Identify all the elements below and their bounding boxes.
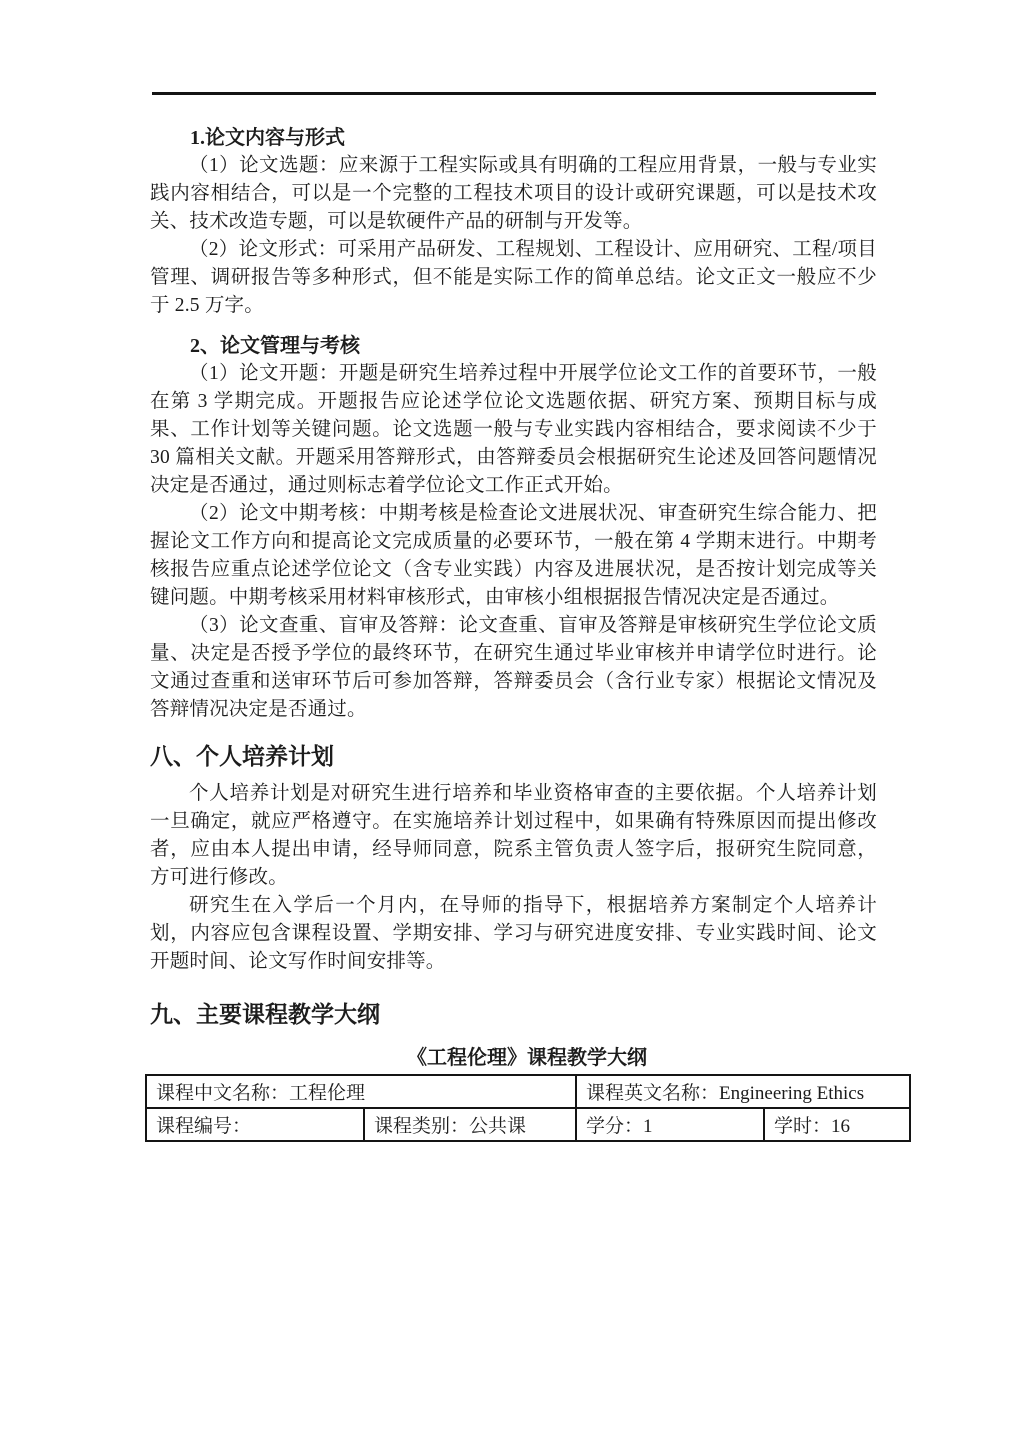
course-en-name-cell: 课程英文名称：Engineering Ethics — [576, 1075, 910, 1108]
course-category-cell: 课程类别：公共课 — [364, 1108, 576, 1141]
paragraph-midterm-assessment: （2）论文中期考核：中期考核是检查论文进展状况、审查研究生综合能力、把握论文工作方向和提高论文完成质量的必要环节，一般在第 4 学期末进行。中期考核报告应重点论述学位论文（含专业实践）内容及进展状况，是否按计划完成等关键问题。中期考核采用材料审核形式，由审核小组根据报告情况决定是否通过。 — [150, 503, 877, 608]
paragraph-thesis-form: （2）论文形式：可采用产品研发、工程规划、工程设计、应用研究、工程/项目管理、调研报告等多种形式，但不能是实际工作的简单总结。论文正文一般应不少于 2.5 万字。 — [150, 239, 877, 316]
header-rule — [152, 92, 876, 95]
paragraph-review-and-defense: （3）论文查重、盲审及答辩：论文查重、盲审及答辩是审核研究生学位论文质量、决定是否授予学位的最终环节，在研究生通过毕业审核并申请学位时进行。论文通过查重和送审环节后可参加答辩，答辩委员会（含行业专家）根据论文情况及答辩情况决定是否通过。 — [150, 615, 877, 720]
course-credits-cell: 学分：1 — [576, 1108, 764, 1141]
heading-thesis-content-and-form: 1.论文内容与形式 — [190, 127, 345, 149]
paragraph-thesis-proposal: （1）论文开题：开题是研究生培养过程中开展学位论文工作的首要环节，一般在第 3 学期完成。开题报告应论述学位论文选题依据、研究方案、预期目标与成果、工作计划等关键问题。论文选题一般与专业实践内容相结合，要求阅读不少于 30 篇相关文献。开题采用答辩形式，由答辩委员会根据研究生论述及回答问题情况决定是否通过，通过则标志着学位论文工作正式开始。 — [150, 363, 877, 496]
course-cn-name-cell: 课程中文名称：工程伦理 — [146, 1075, 576, 1108]
course-number-cell: 课程编号： — [146, 1108, 364, 1141]
course-table-row-1 — [146, 1075, 910, 1108]
paragraph-training-plan-content: 研究生在入学后一个月内，在导师的指导下，根据培养方案制定个人培养计划，内容应包含课程设置、学期安排、学习与研究进度安排、专业实践时间、论文开题时间、论文写作时间安排等。 — [150, 895, 877, 972]
heading-personal-training-plan: 八、个人培养计划 — [150, 744, 334, 770]
course-outline-title: 《工程伦理》课程教学大纲 — [407, 1045, 647, 1069]
paragraph-thesis-topic: （1）论文选题：应来源于工程实际或具有明确的工程应用背景，一般与专业实践内容相结合，可以是一个完整的工程技术项目的设计或研究课题，可以是技术攻关、技术改造专题，可以是软硬件产品的研制与开发等。 — [150, 155, 877, 232]
document-content — [150, 110, 877, 1142]
course-table-row-2 — [146, 1108, 910, 1141]
heading-thesis-management: 2、论文管理与考核 — [190, 335, 360, 357]
paragraph-training-plan-basis: 个人培养计划是对研究生进行培养和毕业资格审查的主要依据。个人培养计划一旦确定，就应严格遵守。在实施培养计划过程中，如果确有特殊原因而提出修改者，应由本人提出申请，经导师同意，院系主管负责人签字后，报研究生院同意，方可进行修改。 — [150, 783, 877, 888]
course-info-table — [145, 1074, 911, 1142]
course-hours-cell: 学时：16 — [764, 1108, 910, 1141]
heading-main-course-syllabus: 九、主要课程教学大纲 — [150, 1002, 380, 1028]
